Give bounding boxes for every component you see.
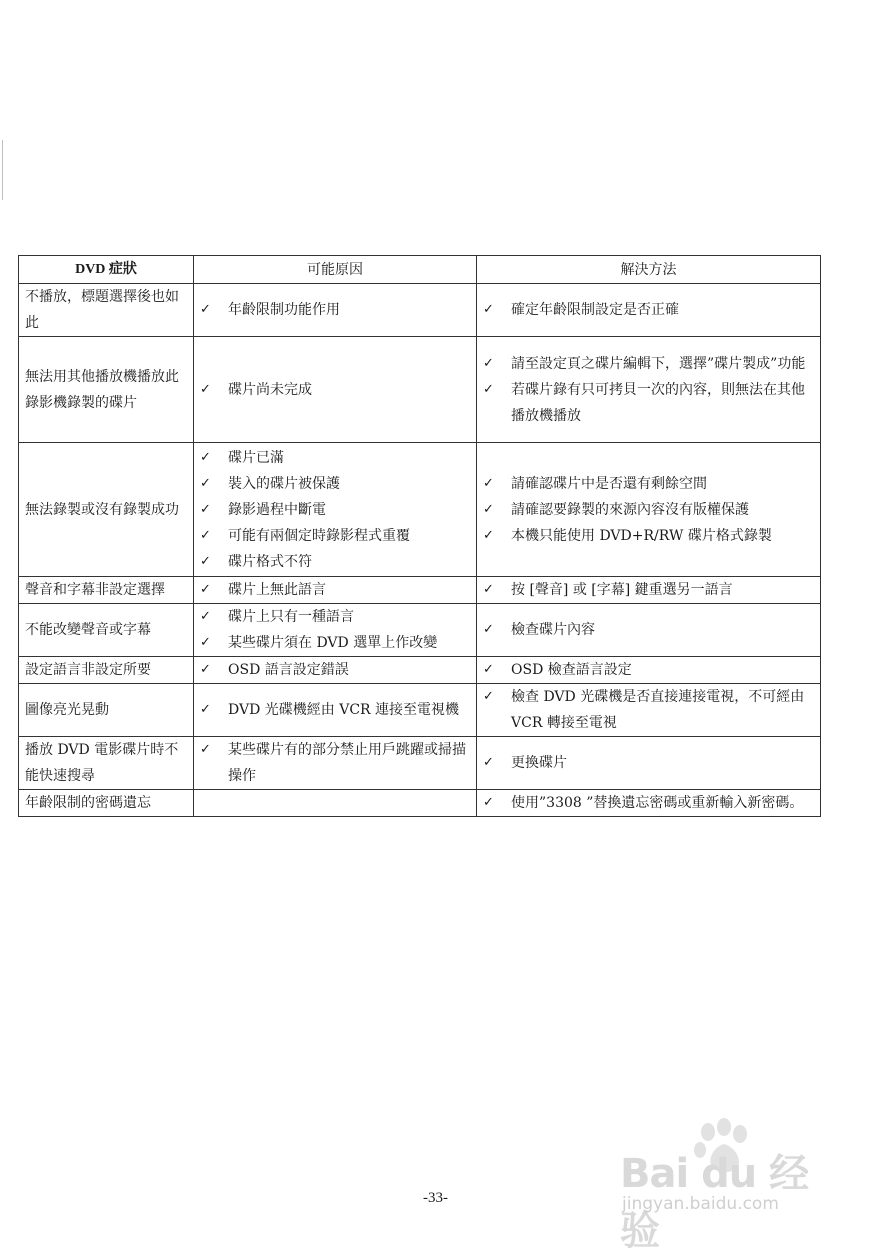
header-solution: 解決方法 [477, 256, 821, 284]
check-mark-icon: ✓ [200, 609, 211, 624]
solution-text: 請確認碟片中是否還有剩餘空間 [511, 475, 707, 492]
cause-item [200, 377, 470, 403]
symptom-text: 圖像亮光晃動 [25, 702, 109, 718]
cause-text: DVD 光碟機經由 VCR 連接至電視機 [228, 702, 460, 718]
page-number: -33- [423, 1190, 448, 1206]
check-mark-icon: ✓ [483, 355, 494, 371]
symptom-text: 不能改變聲音或字幕 [25, 622, 151, 638]
symptom-cell [19, 684, 194, 737]
table-row [19, 577, 821, 604]
cause-text: 碟片已滿 [228, 449, 284, 466]
cause-item [200, 471, 470, 497]
solution-item [483, 471, 814, 497]
cause-item [200, 297, 470, 323]
solution-item [483, 790, 814, 816]
table-row [19, 284, 821, 337]
cause-item [200, 523, 470, 549]
solution-cell [477, 577, 821, 604]
cause-text: 某些碟片須在 DVD 選單上作改變 [228, 635, 438, 651]
symptom-text: 無法用其他播放機播放此錄影機錄製的碟片 [25, 368, 179, 411]
solution-item [483, 684, 814, 736]
solution-cell [477, 790, 821, 817]
solution-item [483, 351, 814, 377]
symptom-cell [19, 443, 194, 577]
cause-cell [194, 337, 477, 443]
solution-text: 若碟片錄有只可拷貝一次的內容，則無法在其他播放機播放 [511, 381, 805, 424]
solution-text: 使用”3308 ”替換遺忘密碼或重新輸入新密碼。 [511, 795, 804, 811]
symptom-cell [19, 577, 194, 604]
solution-cell [477, 657, 821, 684]
cause-cell [194, 684, 477, 737]
cause-item [200, 445, 470, 471]
check-mark-icon: ✓ [483, 527, 494, 543]
baidu-watermark [610, 1118, 830, 1254]
symptom-cell [19, 790, 194, 817]
solution-item [483, 750, 814, 776]
table-row [19, 790, 821, 817]
check-mark-icon: ✓ [200, 635, 211, 650]
solution-text: 按 [聲音] 或 [字幕] 鍵重選另一語言 [511, 582, 733, 598]
symptom-text: 年齡限制的密碼遺忘 [25, 795, 151, 811]
symptom-cell [19, 337, 194, 443]
solution-text: OSD 檢查語言設定 [511, 662, 632, 678]
check-mark-icon: ✓ [483, 755, 494, 770]
check-mark-icon: ✓ [483, 381, 494, 397]
table-row [19, 684, 821, 737]
symptom-text: 設定語言非設定所要 [25, 662, 151, 678]
cause-item [200, 630, 470, 656]
solution-item [483, 497, 814, 523]
troubleshooting-table [18, 255, 821, 817]
cause-text: OSD 語言設定錯誤 [228, 662, 349, 678]
symptom-text: 無法錄製或沒有錄製成功 [25, 501, 179, 518]
table-row [19, 737, 821, 790]
solution-cell [477, 604, 821, 657]
solution-cell [477, 337, 821, 443]
table-row [19, 443, 821, 577]
solution-text: 本機只能使用 DVD+R/RW 碟片格式錄製 [511, 527, 772, 544]
solution-item [483, 377, 814, 429]
cause-text: 年齡限制功能作用 [228, 302, 340, 318]
cause-text: 碟片上只有一種語言 [228, 609, 354, 625]
solution-cell [477, 443, 821, 577]
symptom-cell [19, 604, 194, 657]
check-mark-icon: ✓ [200, 553, 211, 569]
solution-item [483, 657, 814, 683]
solution-cell [477, 284, 821, 337]
cause-text: 某些碟片有的部分禁止用戶跳躍或掃描操作 [228, 742, 466, 784]
cause-item [200, 577, 470, 603]
check-mark-icon: ✓ [200, 381, 211, 397]
check-mark-icon: ✓ [483, 795, 494, 810]
cause-item [200, 497, 470, 523]
symptom-text: 聲音和字幕非設定選擇 [25, 582, 165, 598]
solution-item [483, 617, 814, 643]
check-mark-icon: ✓ [483, 662, 494, 677]
cause-text: 碟片尚未完成 [228, 381, 312, 398]
solution-text: 請確認要錄製的來源內容沒有版權保護 [511, 501, 749, 518]
cause-text: 碟片格式不符 [228, 553, 312, 570]
cause-item [200, 657, 470, 683]
check-mark-icon: ✓ [483, 475, 494, 491]
cause-cell [194, 284, 477, 337]
watermark-url: jingyan.baidu.com [622, 1194, 779, 1214]
solution-item [483, 523, 814, 549]
cause-cell [194, 657, 477, 684]
cause-cell [194, 737, 477, 790]
cause-item [200, 549, 470, 575]
check-mark-icon: ✓ [200, 742, 211, 757]
cause-item [200, 737, 470, 789]
symptom-cell [19, 284, 194, 337]
check-mark-icon: ✓ [200, 702, 211, 717]
cause-text: 裝入的碟片被保護 [228, 475, 340, 492]
scan-edge-mark [2, 140, 3, 200]
table-row [19, 657, 821, 684]
header-symptom: DVD 症狀 [19, 256, 194, 284]
table-body [19, 284, 821, 817]
solution-text: 更換碟片 [511, 755, 567, 771]
solution-item [483, 297, 814, 323]
watermark-brand: Bai du 经验 [620, 1151, 809, 1254]
solution-cell [477, 684, 821, 737]
solution-text: 確定年齡限制設定是否正確 [511, 302, 679, 318]
cause-text: 錄影過程中斷電 [228, 501, 326, 518]
cause-cell [194, 443, 477, 577]
check-mark-icon: ✓ [200, 475, 211, 491]
cause-text: 碟片上無此語言 [228, 582, 326, 598]
symptom-text: 播放 DVD 電影碟片時不能快速搜尋 [25, 742, 179, 784]
cause-cell [194, 604, 477, 657]
cause-cell [194, 790, 477, 817]
symptom-cell [19, 737, 194, 790]
cause-cell [194, 577, 477, 604]
solution-text: 請至設定頁之碟片編輯下，選擇”碟片製成”功能 [511, 355, 806, 372]
cause-text: 可能有兩個定時錄影程式重覆 [228, 527, 410, 544]
check-mark-icon: ✓ [483, 501, 494, 517]
solution-cell [477, 737, 821, 790]
check-mark-icon: ✓ [483, 689, 494, 704]
check-mark-icon: ✓ [483, 302, 494, 317]
solution-text: 檢查碟片內容 [511, 622, 595, 638]
table-row [19, 337, 821, 443]
cause-item [200, 604, 470, 630]
check-mark-icon: ✓ [200, 302, 211, 317]
check-mark-icon: ✓ [483, 582, 494, 597]
cause-item [200, 697, 470, 723]
table-row [19, 604, 821, 657]
check-mark-icon: ✓ [200, 662, 211, 677]
check-mark-icon: ✓ [200, 582, 211, 597]
solution-text: 檢查 DVD 光碟機是否直接連接電視，不可經由 VCR 轉接至電視 [511, 689, 805, 731]
check-mark-icon: ✓ [200, 501, 211, 517]
check-mark-icon: ✓ [200, 449, 211, 465]
check-mark-icon: ✓ [483, 622, 494, 637]
table-header-row [19, 256, 821, 284]
symptom-cell [19, 657, 194, 684]
check-mark-icon: ✓ [200, 527, 211, 543]
solution-item [483, 577, 814, 603]
symptom-text: 不播放，標題選擇後也如此 [25, 289, 179, 331]
header-cause: 可能原因 [194, 256, 477, 284]
